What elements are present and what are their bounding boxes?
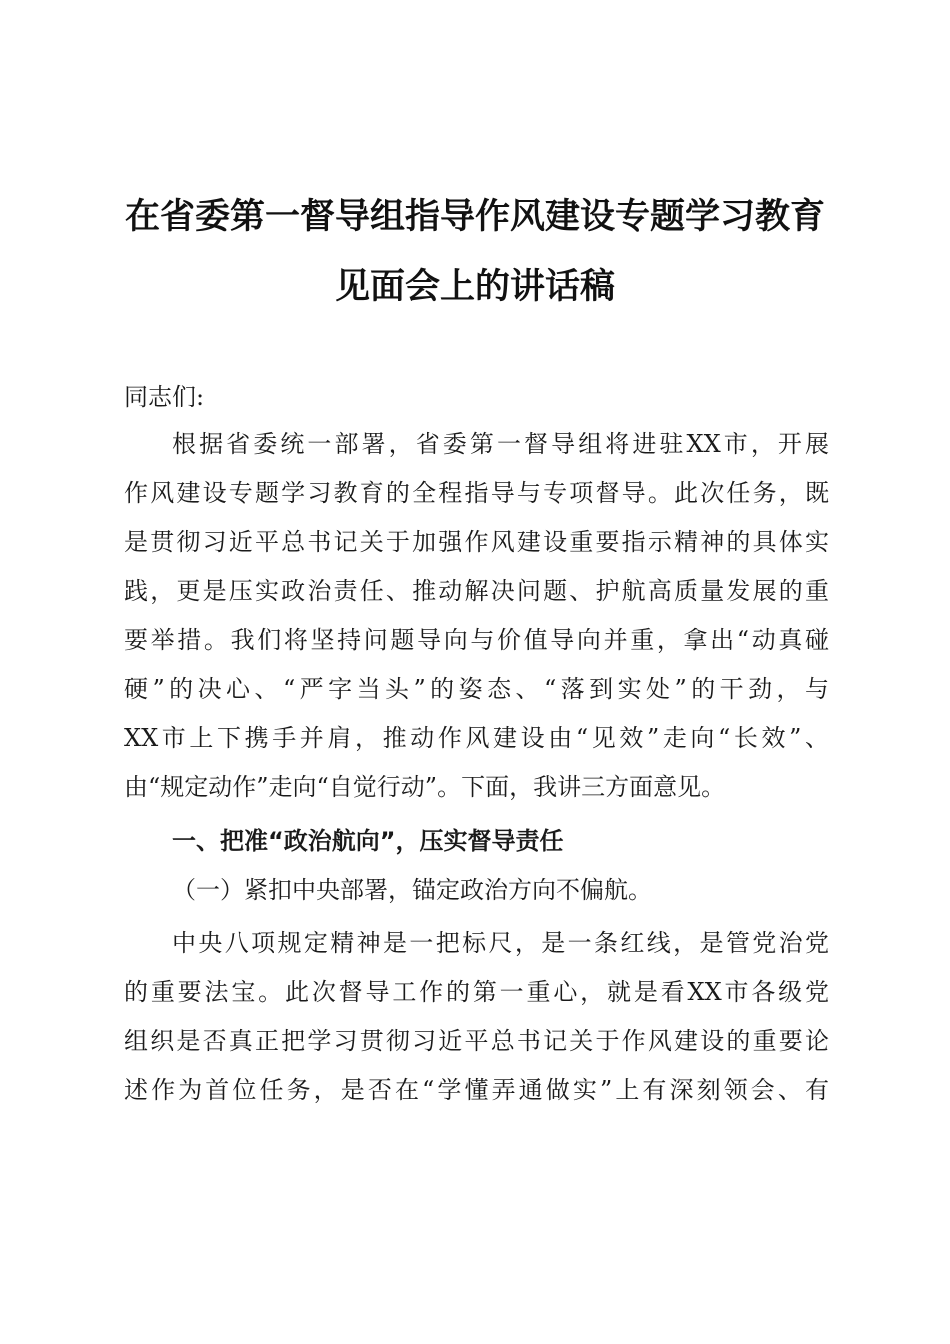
- subsection-heading-1: （一）紧扣中央部署，锚定政治方向不偏航。: [172, 876, 652, 904]
- paragraph-line: 组织是否真正把学习贯彻习近平总书记关于作风建设的重要论: [124, 1027, 829, 1055]
- paragraph-line: 作风建设专题学习教育的全程指导与专项督导。此次任务，既: [124, 479, 829, 507]
- paragraph-line: 根据省委统一部署，省委第一督导组将进驻XX市，开展: [172, 430, 829, 458]
- paragraph-line: 硬”的决心、“严字当头”的姿态、“落到实处”的干劲，与: [124, 675, 829, 703]
- paragraph-line: 的重要法宝。此次督导工作的第一重心，就是看XX市各级党: [124, 978, 829, 1006]
- paragraph-line: 中央八项规定精神是一把标尺，是一条红线，是管党治党: [172, 929, 829, 957]
- paragraph-section-1: [124, 919, 829, 1115]
- paragraph-line: 是贯彻习近平总书记关于加强作风建设重要指示精神的具体实: [124, 528, 829, 556]
- document-title-line-2: 见面会上的讲话稿: [334, 266, 615, 307]
- paragraph-line: 由“规定动作”走向“自觉行动”。下面，我讲三方面意见。: [124, 773, 726, 801]
- paragraph-line: 述作为首位任务，是否在“学懂弄通做实”上有深刻领会、有: [124, 1076, 829, 1104]
- paragraph-intro: [124, 420, 829, 812]
- paragraph-line: 践，更是压实政治责任、推动解决问题、护航高质量发展的重: [124, 577, 829, 605]
- salutation: 同志们:: [124, 383, 205, 411]
- section-heading-1: 一、把准“政治航向”，压实督导责任: [172, 827, 564, 855]
- paragraph-line: 要举措。我们将坚持问题导向与价值导向并重，拿出“动真碰: [124, 626, 829, 654]
- document-title-line-1: 在省委第一督导组指导作风建设专题学习教育: [124, 196, 825, 237]
- paragraph-line: XX市上下携手并肩，推动作风建设由“见效”走向“长效”、: [124, 724, 829, 752]
